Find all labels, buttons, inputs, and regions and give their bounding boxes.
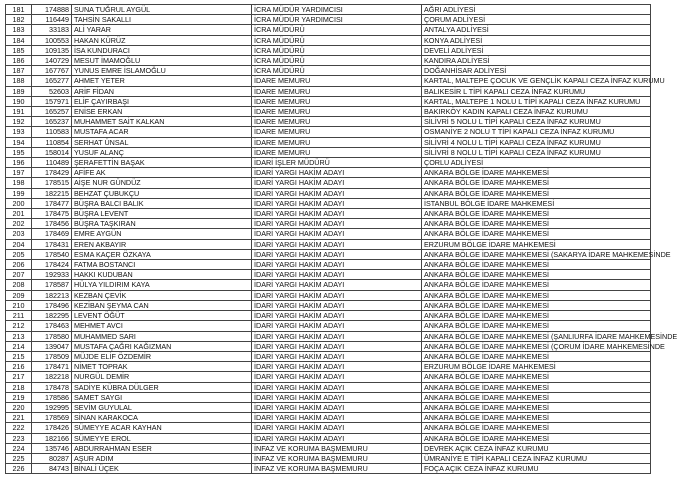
table-row [6, 372, 651, 382]
table-row [6, 45, 651, 55]
job-title-cell: İDARİ YARGI HAKİM ADAYI [252, 178, 422, 188]
assigned-unit-cell: ANKARA BÖLGE İDARE MAHKEMESİ [422, 413, 651, 423]
job-title-cell: İDARİ YARGI HAKİM ADAYI [252, 372, 422, 382]
person-name-cell: MESUT İMAMOĞLU [72, 56, 252, 66]
person-name-cell: SAMET SAYGI [72, 392, 252, 402]
job-title-cell: İNFAZ VE KORUMA BAŞMEMURU [252, 443, 422, 453]
row-number-cell: 211 [6, 311, 32, 321]
assigned-unit-cell: ANKARA BÖLGE İDARE MAHKEMESİ [422, 351, 651, 361]
assigned-unit-cell: ÇORUM ADLİYESİ [422, 15, 651, 25]
row-number-cell: 200 [6, 198, 32, 208]
assigned-unit-cell: KANDIRA ADLİYESİ [422, 56, 651, 66]
registry-number-cell: 178477 [32, 198, 72, 208]
table-row [6, 35, 651, 45]
person-name-cell: FATMA BOSTANCI [72, 260, 252, 270]
table-row [6, 260, 651, 270]
table-row [6, 249, 651, 259]
person-name-cell: EREN AKBAYIR [72, 239, 252, 249]
person-name-cell: LEVENT ÖĞÜT [72, 311, 252, 321]
table-row [6, 392, 651, 402]
person-name-cell: SERHAT ÜNSAL [72, 137, 252, 147]
assigned-unit-cell: FOÇA AÇIK CEZA İNFAZ KURUMU [422, 464, 651, 474]
row-number-cell: 208 [6, 280, 32, 290]
job-title-cell: İNFAZ VE KORUMA BAŞMEMURU [252, 464, 422, 474]
registry-number-cell: 135746 [32, 443, 72, 453]
row-number-cell: 206 [6, 260, 32, 270]
table-row [6, 198, 651, 208]
table-row [6, 147, 651, 157]
assigned-unit-cell: AĞRI ADLİYESİ [422, 5, 651, 15]
table-row [6, 209, 651, 219]
row-number-cell: 193 [6, 127, 32, 137]
row-number-cell: 220 [6, 402, 32, 412]
assigned-unit-cell: ANKARA BÖLGE İDARE MAHKEMESİ [422, 382, 651, 392]
table-row [6, 96, 651, 106]
job-title-cell: İDARİ YARGI HAKİM ADAYI [252, 249, 422, 259]
assigned-unit-cell: ANKARA BÖLGE İDARE MAHKEMESİ [422, 260, 651, 270]
row-number-cell: 186 [6, 56, 32, 66]
personnel-table-body [6, 5, 677, 474]
row-number-cell: 203 [6, 229, 32, 239]
job-title-cell: İDARE MEMURU [252, 86, 422, 96]
person-name-cell: MUHAMMED SARI [72, 331, 252, 341]
row-number-cell: 183 [6, 25, 32, 35]
registry-number-cell: 116449 [32, 15, 72, 25]
assigned-unit-cell: KARTAL, MALTEPE 1 NOLU L TİPİ KAPALI CEZA İNFAZ KURUMU [422, 96, 651, 106]
job-title-cell: İDARİ YARGI HAKİM ADAYI [252, 219, 422, 229]
table-row [6, 178, 651, 188]
job-title-cell: İDARİ YARGI HAKİM ADAYI [252, 341, 422, 351]
table-row [6, 117, 651, 127]
registry-number-cell: 178471 [32, 362, 72, 372]
registry-number-cell: 182295 [32, 311, 72, 321]
job-title-cell: İCRA MÜDÜR YARDIMCISI [252, 15, 422, 25]
registry-number-cell: 178496 [32, 300, 72, 310]
person-name-cell: BÜŞRA BALCI BALIK [72, 198, 252, 208]
person-name-cell: ARİF FİDAN [72, 86, 252, 96]
table-row [6, 158, 651, 168]
assigned-unit-cell: ANKARA BÖLGE İDARE MAHKEMESİ [422, 209, 651, 219]
job-title-cell: İDARİ YARGI HAKİM ADAYI [252, 351, 422, 361]
table-row [6, 331, 651, 341]
row-number-cell: 187 [6, 66, 32, 76]
job-title-cell: İDARE MEMURU [252, 107, 422, 117]
registry-number-cell: 178540 [32, 249, 72, 259]
job-title-cell: İDARE MEMURU [252, 147, 422, 157]
person-name-cell: BİNALİ ÜÇEK [72, 464, 252, 474]
assigned-unit-cell: BALIKESİR L TİPİ KAPALI CEZA İNFAZ KURUMU [422, 86, 651, 96]
table-row [6, 351, 651, 361]
job-title-cell: İDARİ YARGI HAKİM ADAYI [252, 413, 422, 423]
person-name-cell: İSA KUNDURACI [72, 45, 252, 55]
registry-number-cell: 178424 [32, 260, 72, 270]
assigned-unit-cell: ANKARA BÖLGE İDARE MAHKEMESİ [422, 372, 651, 382]
assigned-unit-cell: ANKARA BÖLGE İDARE MAHKEMESİ [422, 229, 651, 239]
person-name-cell: SÜMEYYE ACAR KAYHAN [72, 423, 252, 433]
person-name-cell: SADİYE KÜBRA DÜLGER [72, 382, 252, 392]
registry-number-cell: 178478 [32, 382, 72, 392]
assigned-unit-cell: ANKARA BÖLGE İDARE MAHKEMESİ [422, 311, 651, 321]
job-title-cell: İDARİ YARGI HAKİM ADAYI [252, 229, 422, 239]
registry-number-cell: 109135 [32, 45, 72, 55]
assigned-unit-cell: KONYA ADLİYESİ [422, 35, 651, 45]
job-title-cell: İDARİ İŞLER MÜDÜRÜ [252, 158, 422, 168]
job-title-cell: İCRA MÜDÜRÜ [252, 56, 422, 66]
assigned-unit-cell: DEVELİ ADLİYESİ [422, 45, 651, 55]
person-name-cell: HÜLYA YILDIRIM KAYA [72, 280, 252, 290]
job-title-cell: İDARİ YARGI HAKİM ADAYI [252, 290, 422, 300]
row-number-cell: 207 [6, 270, 32, 280]
row-number-cell: 196 [6, 158, 32, 168]
registry-number-cell: 165277 [32, 76, 72, 86]
table-row [6, 311, 651, 321]
assigned-unit-cell: ANKARA BÖLGE İDARE MAHKEMESİ [422, 402, 651, 412]
row-number-cell: 182 [6, 15, 32, 25]
registry-number-cell: 84743 [32, 464, 72, 474]
table-row [6, 433, 651, 443]
person-name-cell: TAHSİN SAKALLI [72, 15, 252, 25]
person-name-cell: BÜŞRA TAŞKIRAN [72, 219, 252, 229]
assigned-unit-cell: BAKIRKÖY KADIN KAPALI CEZA İNFAZ KURUMU [422, 107, 651, 117]
job-title-cell: İDARE MEMURU [252, 96, 422, 106]
assigned-unit-cell: SİLİVRİ 8 NOLU L TİPİ KAPALI CEZA İNFAZ KURUMU [422, 147, 651, 157]
row-number-cell: 194 [6, 137, 32, 147]
registry-number-cell: 182166 [32, 433, 72, 443]
job-title-cell: İDARİ YARGI HAKİM ADAYI [252, 311, 422, 321]
assigned-unit-cell: ANKARA BÖLGE İDARE MAHKEMESİ (ŞANLIURFA İDARE MAHKEMESİNDE [422, 331, 651, 341]
registry-number-cell: 139047 [32, 341, 72, 351]
table-row [6, 341, 651, 351]
person-name-cell: AFİFE AK [72, 168, 252, 178]
table-row [6, 219, 651, 229]
person-name-cell: MEHMET AVCI [72, 321, 252, 331]
table-row [6, 86, 651, 96]
registry-number-cell: 178587 [32, 280, 72, 290]
row-number-cell: 209 [6, 290, 32, 300]
person-name-cell: ALİ YARAR [72, 25, 252, 35]
table-row [6, 168, 651, 178]
job-title-cell: İDARİ YARGI HAKİM ADAYI [252, 239, 422, 249]
table-row [6, 402, 651, 412]
job-title-cell: İDARİ YARGI HAKİM ADAYI [252, 270, 422, 280]
registry-number-cell: 178509 [32, 351, 72, 361]
table-row [6, 423, 651, 433]
row-number-cell: 195 [6, 147, 32, 157]
registry-number-cell: 178569 [32, 413, 72, 423]
table-row [6, 464, 651, 474]
table-row [6, 107, 651, 117]
person-name-cell: BEHZAT ÇUBUKÇU [72, 188, 252, 198]
row-number-cell: 185 [6, 45, 32, 55]
row-number-cell: 201 [6, 209, 32, 219]
job-title-cell: İDARİ YARGI HAKİM ADAYI [252, 423, 422, 433]
person-name-cell: ŞERAFETTİN BAŞAK [72, 158, 252, 168]
row-number-cell: 215 [6, 351, 32, 361]
person-name-cell: AHMET YETER [72, 76, 252, 86]
assigned-unit-cell: ANKARA BÖLGE İDARE MAHKEMESİ [422, 270, 651, 280]
table-row [6, 239, 651, 249]
table-row [6, 362, 651, 372]
row-number-cell: 224 [6, 443, 32, 453]
job-title-cell: İDARİ YARGI HAKİM ADAYI [252, 362, 422, 372]
registry-number-cell: 174888 [32, 5, 72, 15]
job-title-cell: İCRA MÜDÜRÜ [252, 25, 422, 35]
table-row [6, 280, 651, 290]
person-name-cell: MUSTAFA ACAR [72, 127, 252, 137]
assigned-unit-cell: DOĞANHİSAR ADLİYESİ [422, 66, 651, 76]
row-number-cell: 210 [6, 300, 32, 310]
assigned-unit-cell: ANKARA BÖLGE İDARE MAHKEMESİ [422, 321, 651, 331]
person-name-cell: ABDURRAHMAN ESER [72, 443, 252, 453]
assigned-unit-cell: ANKARA BÖLGE İDARE MAHKEMESİ [422, 290, 651, 300]
row-number-cell: 223 [6, 433, 32, 443]
job-title-cell: İDARİ YARGI HAKİM ADAYI [252, 260, 422, 270]
registry-number-cell: 157971 [32, 96, 72, 106]
person-name-cell: AİŞE NUR GÜNDÜZ [72, 178, 252, 188]
job-title-cell: İDARİ YARGI HAKİM ADAYI [252, 433, 422, 443]
registry-number-cell: 178426 [32, 423, 72, 433]
row-number-cell: 199 [6, 188, 32, 198]
assigned-unit-cell: ANKARA BÖLGE İDARE MAHKEMESİ [422, 433, 651, 443]
row-number-cell: 184 [6, 35, 32, 45]
assigned-unit-cell: ANKARA BÖLGE İDARE MAHKEMESİ (ÇORUM İDARE MAHKEMESİNDE [422, 341, 651, 351]
job-title-cell: İCRA MÜDÜRÜ [252, 35, 422, 45]
row-number-cell: 205 [6, 249, 32, 259]
row-number-cell: 191 [6, 107, 32, 117]
person-name-cell: MUSTAFA ÇAĞRI KAĞIZMAN [72, 341, 252, 351]
job-title-cell: İCRA MÜDÜR YARDIMCISI [252, 5, 422, 15]
row-number-cell: 212 [6, 321, 32, 331]
registry-number-cell: 178586 [32, 392, 72, 402]
table-row [6, 188, 651, 198]
person-name-cell: NİMET TOPRAK [72, 362, 252, 372]
registry-number-cell: 110854 [32, 137, 72, 147]
job-title-cell: İDARİ YARGI HAKİM ADAYI [252, 280, 422, 290]
assigned-unit-cell: ANKARA BÖLGE İDARE MAHKEMESİ [422, 423, 651, 433]
table-row [6, 229, 651, 239]
job-title-cell: İDARİ YARGI HAKİM ADAYI [252, 198, 422, 208]
table-row [6, 15, 651, 25]
registry-number-cell: 192995 [32, 402, 72, 412]
row-number-cell: 214 [6, 341, 32, 351]
registry-number-cell: 110583 [32, 127, 72, 137]
registry-number-cell: 182213 [32, 290, 72, 300]
row-number-cell: 192 [6, 117, 32, 127]
job-title-cell: İDARE MEMURU [252, 117, 422, 127]
table-row [6, 127, 651, 137]
row-number-cell: 219 [6, 392, 32, 402]
job-title-cell: İCRA MÜDÜRÜ [252, 45, 422, 55]
assigned-unit-cell: ANKARA BÖLGE İDARE MAHKEMESİ [422, 178, 651, 188]
table-row [6, 76, 651, 86]
person-name-cell: KEZBAN ÇEVİK [72, 290, 252, 300]
row-number-cell: 222 [6, 423, 32, 433]
person-name-cell: HAKKI KUDUBAN [72, 270, 252, 280]
registry-number-cell: 182218 [32, 372, 72, 382]
row-number-cell: 190 [6, 96, 32, 106]
person-name-cell: EMRE AYGÜN [72, 229, 252, 239]
table-row [6, 453, 651, 463]
row-number-cell: 197 [6, 168, 32, 178]
row-number-cell: 218 [6, 382, 32, 392]
assigned-unit-cell: KARTAL, MALTEPE ÇOCUK VE GENÇLİK KAPALI CEZA İNFAZ KURUMU [422, 76, 651, 86]
row-number-cell: 202 [6, 219, 32, 229]
assigned-unit-cell: İSTANBUL BÖLGE İDARE MAHKEMESİ [422, 198, 651, 208]
registry-number-cell: 158014 [32, 147, 72, 157]
registry-number-cell: 178469 [32, 229, 72, 239]
assigned-unit-cell: ÜMRANİYE E TİPİ KAPALI CEZA İNFAZ KURUMU [422, 453, 651, 463]
table-row [6, 300, 651, 310]
job-title-cell: İDARİ YARGI HAKİM ADAYI [252, 331, 422, 341]
row-number-cell: 198 [6, 178, 32, 188]
row-number-cell: 204 [6, 239, 32, 249]
table-row [6, 56, 651, 66]
person-name-cell: SİNAN KARAKOCA [72, 413, 252, 423]
table-row [6, 5, 651, 15]
row-number-cell: 225 [6, 453, 32, 463]
job-title-cell: İDARİ YARGI HAKİM ADAYI [252, 321, 422, 331]
job-title-cell: İDARE MEMURU [252, 137, 422, 147]
table-row [6, 443, 651, 453]
assigned-unit-cell: SİLİVRİ 5 NOLU L TİPİ KAPALI CEZA İNFAZ KURUMU [422, 117, 651, 127]
assigned-unit-cell: ANKARA BÖLGE İDARE MAHKEMESİ [422, 300, 651, 310]
table-row [6, 413, 651, 423]
registry-number-cell: 165237 [32, 117, 72, 127]
person-name-cell: KEZİBAN ŞEYMA CAN [72, 300, 252, 310]
person-name-cell: SUNA TUĞRUL AYGÜL [72, 5, 252, 15]
assigned-unit-cell: ANKARA BÖLGE İDARE MAHKEMESİ (SAKARYA İDARE MAHKEMESİNDE [422, 249, 651, 259]
person-name-cell: MÜJDE ELİF ÖZDEMİR [72, 351, 252, 361]
table-row [6, 270, 651, 280]
table-row [6, 321, 651, 331]
assigned-unit-cell: ERZURUM BÖLGE İDARE MAHKEMESİ [422, 239, 651, 249]
job-title-cell: İNFAZ VE KORUMA BAŞMEMURU [252, 453, 422, 463]
person-name-cell: ESMA KAÇER ÖZKAYA [72, 249, 252, 259]
registry-number-cell: 52603 [32, 86, 72, 96]
table-row [6, 137, 651, 147]
row-number-cell: 189 [6, 86, 32, 96]
job-title-cell: İDARİ YARGI HAKİM ADAYI [252, 209, 422, 219]
person-name-cell: SEVİM GUYULAL [72, 402, 252, 412]
registry-number-cell: 110489 [32, 158, 72, 168]
registry-number-cell: 178580 [32, 331, 72, 341]
registry-number-cell: 178515 [32, 178, 72, 188]
registry-number-cell: 167767 [32, 66, 72, 76]
row-number-cell: 188 [6, 76, 32, 86]
assigned-unit-cell: ANTALYA ADLİYESİ [422, 25, 651, 35]
table-row [6, 290, 651, 300]
person-name-cell: MUHAMMET SAİT KALKAN [72, 117, 252, 127]
person-name-cell: BÜŞRA LEVENT [72, 209, 252, 219]
assigned-unit-cell: SİLİVRİ 4 NOLU L TİPİ KAPALI CEZA İNFAZ KURUMU [422, 137, 651, 147]
registry-number-cell: 178431 [32, 239, 72, 249]
assigned-unit-cell: OSMANİYE 2 NOLU T TİPİ KAPALI CEZA İNFAZ KURUMU [422, 127, 651, 137]
person-name-cell: ELİF ÇAYIRBAŞI [72, 96, 252, 106]
assigned-unit-cell: ANKARA BÖLGE İDARE MAHKEMESİ [422, 168, 651, 178]
table-row [6, 25, 651, 35]
assigned-unit-cell: ANKARA BÖLGE İDARE MAHKEMESİ [422, 188, 651, 198]
assigned-unit-cell: ERZURUM BÖLGE İDARE MAHKEMESİ [422, 362, 651, 372]
row-number-cell: 181 [6, 5, 32, 15]
person-name-cell: NURGÜL DEMİR [72, 372, 252, 382]
registry-number-cell: 178463 [32, 321, 72, 331]
assigned-unit-cell: ANKARA BÖLGE İDARE MAHKEMESİ [422, 392, 651, 402]
job-title-cell: İDARİ YARGI HAKİM ADAYI [252, 392, 422, 402]
person-name-cell: YUSUF ALANÇ [72, 147, 252, 157]
job-title-cell: İDARE MEMURU [252, 76, 422, 86]
job-title-cell: İDARİ YARGI HAKİM ADAYI [252, 300, 422, 310]
registry-number-cell: 178456 [32, 219, 72, 229]
registry-number-cell: 140729 [32, 56, 72, 66]
table-row [6, 382, 651, 392]
registry-number-cell: 33183 [32, 25, 72, 35]
job-title-cell: İDARİ YARGI HAKİM ADAYI [252, 382, 422, 392]
registry-number-cell: 178429 [32, 168, 72, 178]
registry-number-cell: 165257 [32, 107, 72, 117]
person-name-cell: ENİSE ERKAN [72, 107, 252, 117]
job-title-cell: İDARİ YARGI HAKİM ADAYI [252, 188, 422, 198]
row-number-cell: 216 [6, 362, 32, 372]
table-row [6, 66, 651, 76]
row-number-cell: 213 [6, 331, 32, 341]
person-name-cell: HAKAN KÜRÜZ [72, 35, 252, 45]
assigned-unit-cell: ANKARA BÖLGE İDARE MAHKEMESİ [422, 219, 651, 229]
registry-number-cell: 182215 [32, 188, 72, 198]
assigned-unit-cell: ÇORLU ADLİYESİ [422, 158, 651, 168]
registry-number-cell: 192933 [32, 270, 72, 280]
row-number-cell: 221 [6, 413, 32, 423]
registry-number-cell: 178475 [32, 209, 72, 219]
assigned-unit-cell: DEVREK AÇIK CEZA İNFAZ KURUMU [422, 443, 651, 453]
job-title-cell: İDARİ YARGI HAKİM ADAYI [252, 402, 422, 412]
job-title-cell: İDARİ YARGI HAKİM ADAYI [252, 168, 422, 178]
person-name-cell: SÜMEYYE EROL [72, 433, 252, 443]
personnel-table [5, 4, 677, 474]
row-number-cell: 226 [6, 464, 32, 474]
registry-number-cell: 80287 [32, 453, 72, 463]
person-name-cell: YUNUS EMRE İSLAMOĞLU [72, 66, 252, 76]
job-title-cell: İCRA MÜDÜRÜ [252, 66, 422, 76]
registry-number-cell: 100553 [32, 35, 72, 45]
assigned-unit-cell: ANKARA BÖLGE İDARE MAHKEMESİ [422, 280, 651, 290]
person-name-cell: AŞUR ADIM [72, 453, 252, 463]
row-number-cell: 217 [6, 372, 32, 382]
job-title-cell: İDARE MEMURU [252, 127, 422, 137]
